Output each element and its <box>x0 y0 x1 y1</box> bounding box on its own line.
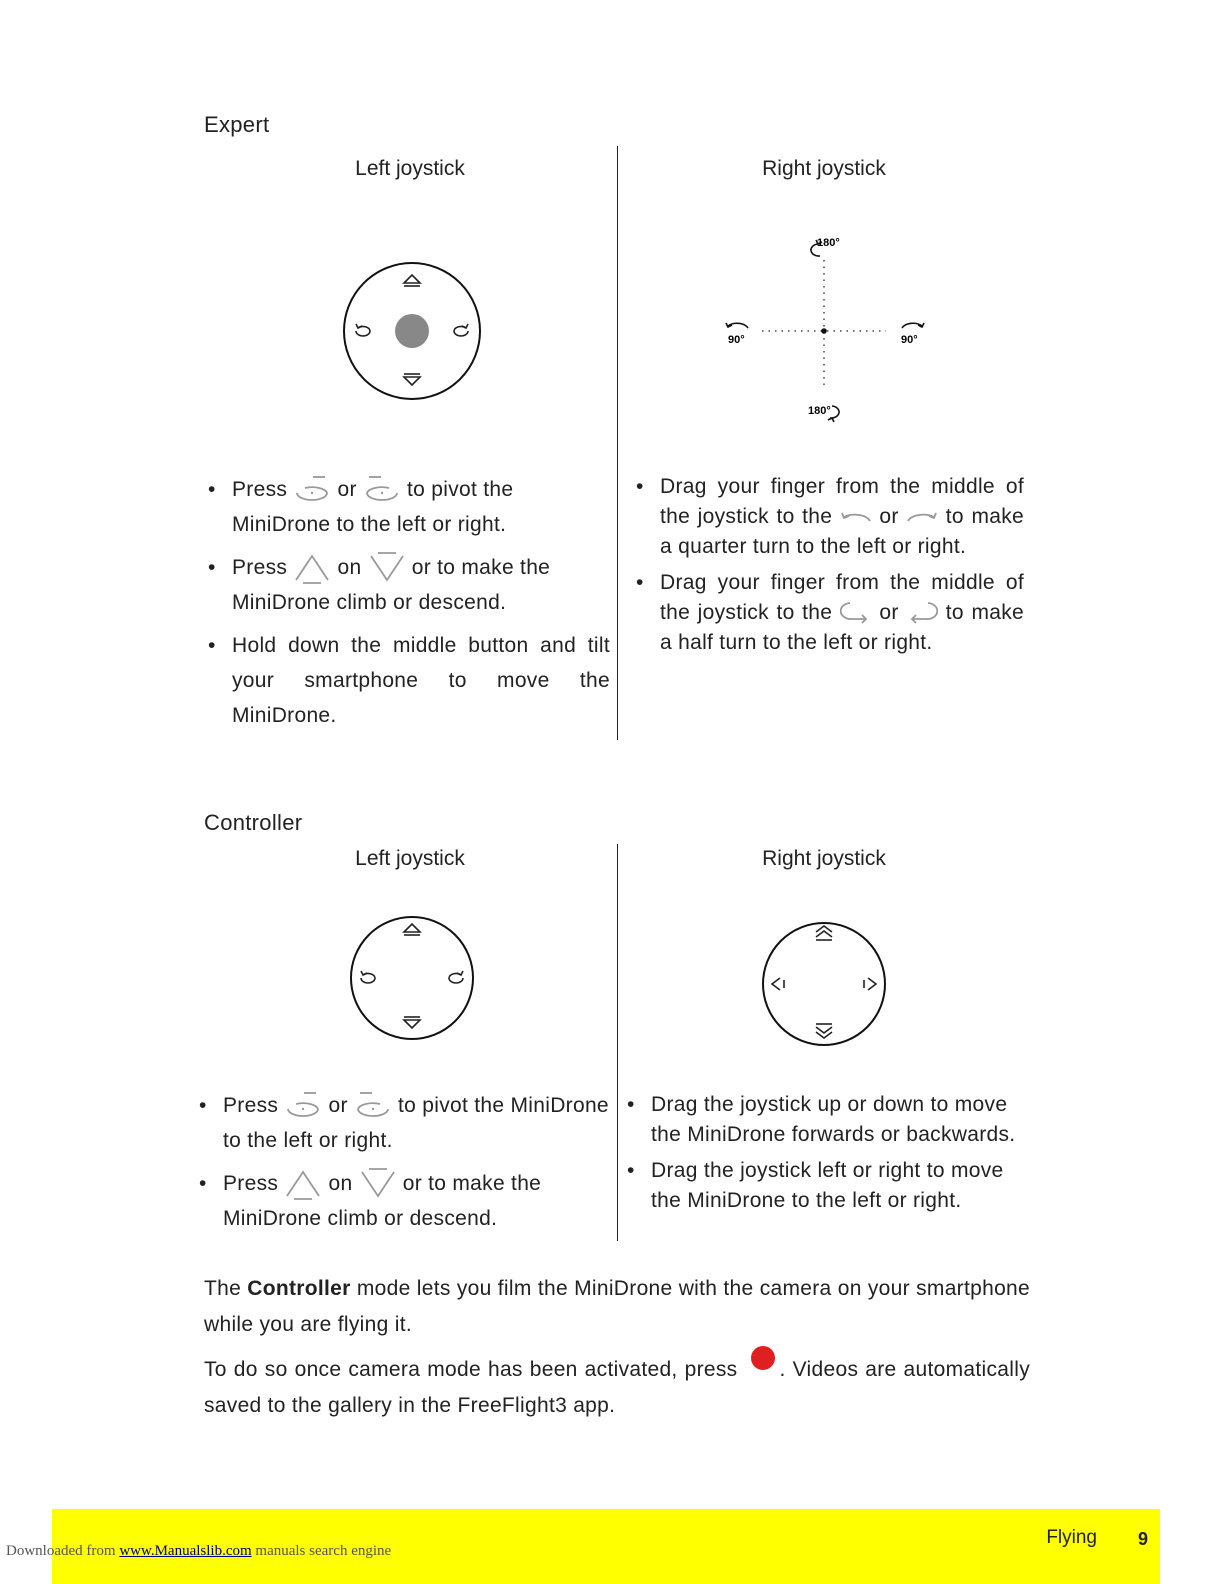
list-item: • Drag your finger from the middle of the joystick to the or to make a half turn to the left or right. <box>632 568 1024 658</box>
column-divider <box>617 146 618 740</box>
half-turn-right-icon <box>906 601 938 625</box>
label-bottom: 180° <box>808 405 831 417</box>
list-item: • Drag the joystick up or down to move the MiniDrone forwards or backwards. <box>623 1090 1033 1150</box>
paragraph-controller-mode: The Controller mode lets you film the MiniDrone with the camera on your smartphone while you are flying it. <box>204 1277 1031 1336</box>
list-item: • Press or to pivot the MiniDrone to the left or right. <box>195 1088 625 1158</box>
label-right: 90° <box>901 334 918 346</box>
pivot-right-icon <box>363 475 401 505</box>
manualslib-link[interactable]: www.Manualslib.com <box>119 1543 252 1559</box>
controller-right-heading: Right joystick <box>762 847 886 870</box>
expert-left-list <box>204 472 610 741</box>
pivot-left-icon <box>356 324 370 336</box>
up-arrow-icon <box>404 275 420 286</box>
quarter-turn-left-icon <box>726 323 748 328</box>
list-item: • Press on or to make the MiniDrone climb or descend. <box>195 1166 625 1236</box>
expert-right-list <box>632 472 1024 664</box>
download-watermark: Downloaded from www.Manualslib.com manuals search engine <box>6 1543 392 1559</box>
list-item: • Press on or to make the MiniDrone climb or descend. <box>204 550 610 620</box>
controller-mode-term: Controller <box>247 1277 351 1300</box>
controller-left-list <box>195 1088 625 1244</box>
expert-left-heading: Left joystick <box>355 157 465 180</box>
list-item: • Hold down the middle button and tilt your smartphone to move the MiniDrone. <box>204 628 610 733</box>
controller-right-joystick-diagram <box>758 919 890 1051</box>
quarter-turn-right-icon <box>902 323 924 328</box>
label-left: 90° <box>728 334 745 346</box>
pivot-right-icon <box>449 971 463 983</box>
label-top: 180° <box>817 237 840 249</box>
paragraph-record: To do so once camera mode has been activated, press . Videos are automatically saved to the gallery in the FreeFlight3 app. <box>204 1352 1030 1424</box>
down-arrow-icon <box>404 1017 420 1028</box>
list-item: • Press or to pivot the MiniDrone to the left or right. <box>204 472 610 542</box>
pivot-right-icon <box>354 1091 392 1121</box>
expert-right-rotation-diagram <box>720 230 930 430</box>
pivot-left-icon <box>293 475 331 505</box>
quarter-turn-left-icon <box>840 509 872 525</box>
right-arrow-icon <box>864 978 876 990</box>
down-arrow-icon <box>368 552 406 584</box>
pivot-left-icon <box>284 1091 322 1121</box>
pivot-right-icon <box>454 324 468 336</box>
controller-right-list <box>623 1090 1033 1222</box>
footer-section-name: Flying <box>1046 1527 1097 1548</box>
page-number: 9 <box>1137 1529 1148 1549</box>
list-item: • Drag the joystick left or right to move the MiniDrone to the left or right. <box>623 1156 1033 1216</box>
pivot-left-icon <box>361 971 375 983</box>
down-arrow-icon <box>359 1168 397 1200</box>
up-arrow-icon <box>293 552 331 584</box>
backward-arrow-icon <box>816 1024 832 1038</box>
controller-left-joystick-diagram <box>346 912 478 1044</box>
section-title-expert: Expert <box>204 112 270 137</box>
expert-right-heading: Right joystick <box>762 157 886 180</box>
section-title-controller: Controller <box>204 810 303 835</box>
forward-arrow-icon <box>816 926 832 940</box>
left-arrow-icon <box>772 978 784 990</box>
expert-left-joystick-diagram <box>340 260 484 404</box>
up-arrow-icon <box>284 1168 322 1200</box>
down-arrow-icon <box>404 374 420 385</box>
quarter-turn-right-icon <box>906 509 938 525</box>
record-button-icon <box>751 1346 775 1370</box>
up-arrow-icon <box>404 924 420 935</box>
half-turn-left-icon <box>840 601 872 625</box>
list-item: • Drag your finger from the middle of the joystick to the or to make a quarter turn to the left or right. <box>632 472 1024 562</box>
controller-left-heading: Left joystick <box>355 847 465 870</box>
